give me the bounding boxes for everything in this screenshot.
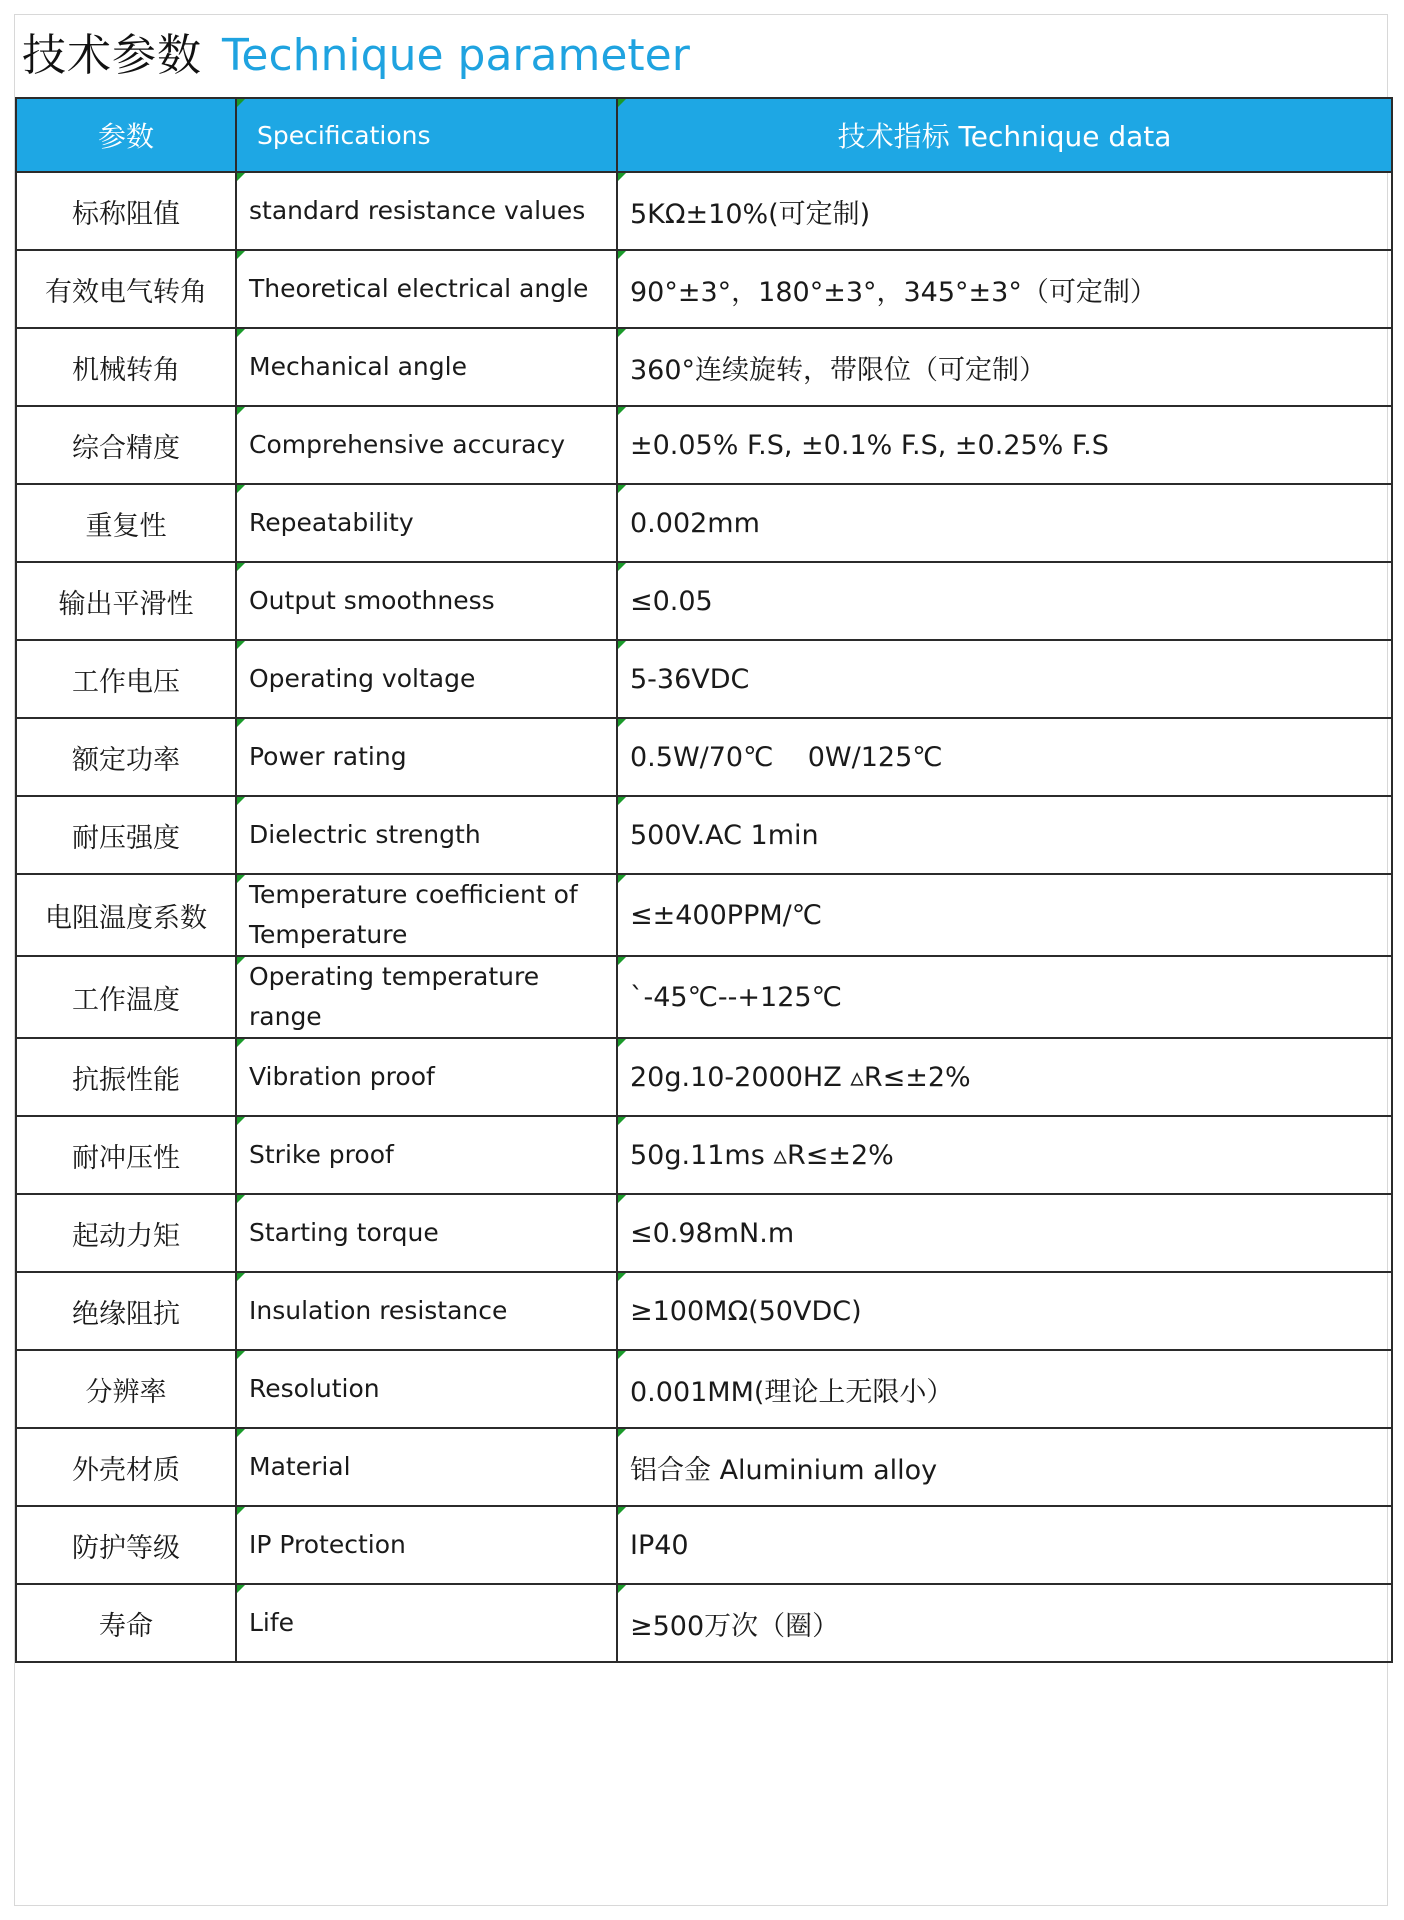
title-en: Technique parameter <box>222 30 690 81</box>
param-value: ≥100MΩ(50VDC) <box>617 1272 1392 1350</box>
param-value: 50g.11ms ▵R≤±2% <box>617 1116 1392 1194</box>
param-en: IP Protection <box>236 1506 617 1584</box>
param-en: Strike proof <box>236 1116 617 1194</box>
param-zh: 输出平滑性 <box>16 562 236 640</box>
table-row <box>16 956 1392 1038</box>
param-en: Material <box>236 1428 617 1506</box>
table-row <box>16 172 1392 250</box>
table-row <box>16 1506 1392 1584</box>
table-row <box>16 1116 1392 1194</box>
table-row <box>16 1584 1392 1662</box>
table-row <box>16 328 1392 406</box>
param-value: ≤0.05 <box>617 562 1392 640</box>
param-value: ±0.05% F.S, ±0.1% F.S, ±0.25% F.S <box>617 406 1392 484</box>
param-zh: 综合精度 <box>16 406 236 484</box>
table-row <box>16 1350 1392 1428</box>
table-row <box>16 562 1392 640</box>
header-technique-data: 技术指标 Technique data <box>617 98 1392 172</box>
param-zh: 工作电压 <box>16 640 236 718</box>
param-zh: 绝缘阻抗 <box>16 1272 236 1350</box>
table-row <box>16 406 1392 484</box>
param-en: Repeatability <box>236 484 617 562</box>
table-row <box>16 1038 1392 1116</box>
param-zh: 抗振性能 <box>16 1038 236 1116</box>
param-value: ≥500万次（圈） <box>617 1584 1392 1662</box>
param-value: 20g.10-2000HZ ▵R≤±2% <box>617 1038 1392 1116</box>
param-zh: 起动力矩 <box>16 1194 236 1272</box>
table-row <box>16 1428 1392 1506</box>
header-specifications: Specifications <box>236 98 617 172</box>
param-zh: 工作温度 <box>16 956 236 1038</box>
table-row <box>16 1194 1392 1272</box>
param-value: 5KΩ±10%(可定制) <box>617 172 1392 250</box>
param-en: Temperature coefficient of Temperature <box>236 874 617 956</box>
table-row <box>16 874 1392 956</box>
param-zh: 机械转角 <box>16 328 236 406</box>
param-value: 0.001MM(理论上无限小） <box>617 1350 1392 1428</box>
param-zh: 外壳材质 <box>16 1428 236 1506</box>
param-en: Operating temperature range <box>236 956 617 1038</box>
param-value: 0.002mm <box>617 484 1392 562</box>
param-value: `-45℃--+125℃ <box>617 956 1392 1038</box>
param-en: Theoretical electrical angle <box>236 250 617 328</box>
param-en: Starting torque <box>236 1194 617 1272</box>
table-row <box>16 796 1392 874</box>
param-en: standard resistance values <box>236 172 617 250</box>
param-zh: 有效电气转角 <box>16 250 236 328</box>
param-zh: 额定功率 <box>16 718 236 796</box>
param-en: Vibration proof <box>236 1038 617 1116</box>
param-zh: 防护等级 <box>16 1506 236 1584</box>
page-title <box>22 28 690 84</box>
param-value: ≤±400PPM/℃ <box>617 874 1392 956</box>
param-value: 铝合金 Aluminium alloy <box>617 1428 1392 1506</box>
param-en: Operating voltage <box>236 640 617 718</box>
table-row <box>16 640 1392 718</box>
param-en: Output smoothness <box>236 562 617 640</box>
param-value: 500V.AC 1min <box>617 796 1392 874</box>
param-value: 5-36VDC <box>617 640 1392 718</box>
param-en: Resolution <box>236 1350 617 1428</box>
param-en: Dielectric strength <box>236 796 617 874</box>
param-value: 0.5W/70℃ 0W/125℃ <box>617 718 1392 796</box>
param-value: 90°±3°，180°±3°，345°±3°（可定制） <box>617 250 1392 328</box>
param-value: IP40 <box>617 1506 1392 1584</box>
table-row <box>16 484 1392 562</box>
spec-table <box>15 97 1393 1663</box>
table-row <box>16 1272 1392 1350</box>
param-zh: 重复性 <box>16 484 236 562</box>
table-row <box>16 718 1392 796</box>
param-value: ≤0.98mN.m <box>617 1194 1392 1272</box>
param-zh: 寿命 <box>16 1584 236 1662</box>
param-en: Mechanical angle <box>236 328 617 406</box>
param-zh: 耐冲压性 <box>16 1116 236 1194</box>
param-zh: 标称阻值 <box>16 172 236 250</box>
param-en: Life <box>236 1584 617 1662</box>
title-zh: 技术参数 <box>22 30 202 81</box>
header-parameter: 参数 <box>16 98 236 172</box>
param-en: Comprehensive accuracy <box>236 406 617 484</box>
param-en: Power rating <box>236 718 617 796</box>
param-zh: 耐压强度 <box>16 796 236 874</box>
param-zh: 电阻温度系数 <box>16 874 236 956</box>
param-en: Insulation resistance <box>236 1272 617 1350</box>
table-row <box>16 250 1392 328</box>
header-row <box>16 98 1392 172</box>
param-value: 360°连续旋转，带限位（可定制） <box>617 328 1392 406</box>
param-zh: 分辨率 <box>16 1350 236 1428</box>
